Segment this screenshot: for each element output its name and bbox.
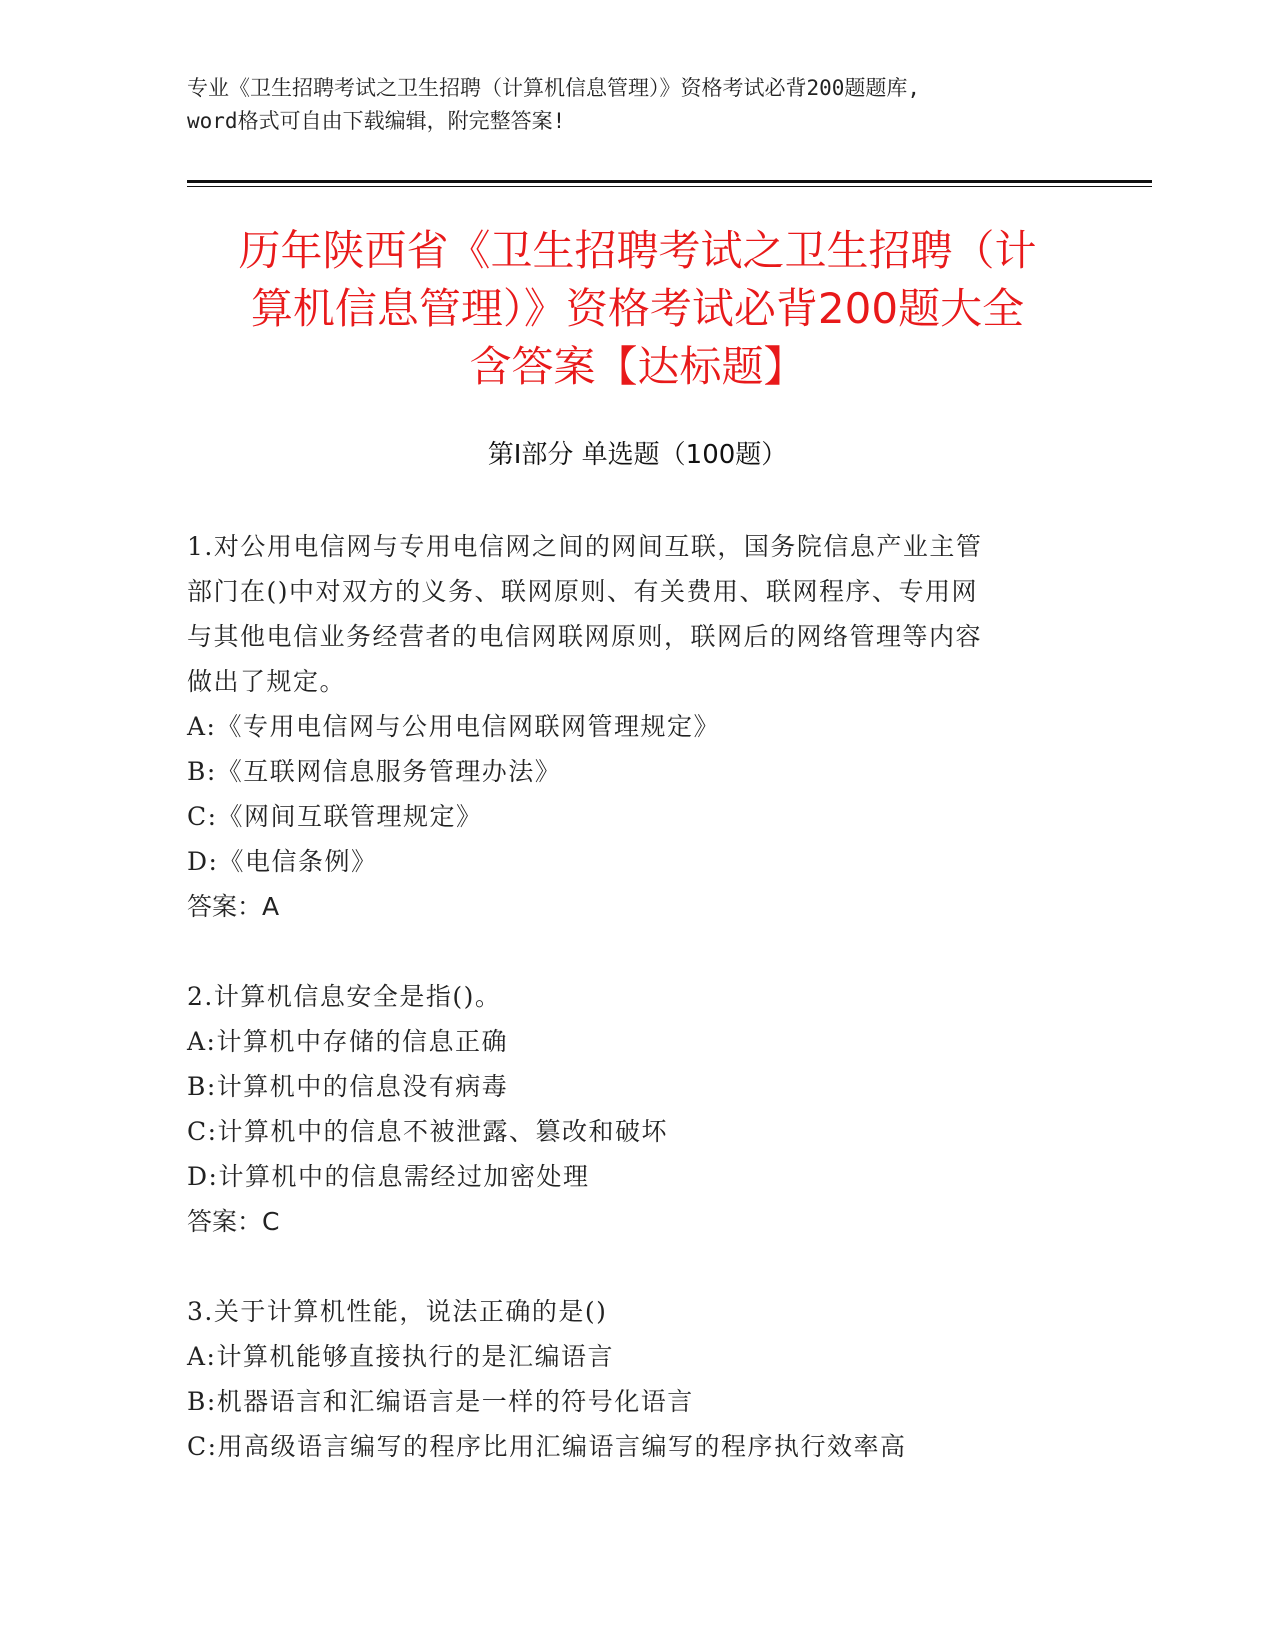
question-1 [187,524,1067,929]
answer: 答案：C [187,1207,280,1236]
title-line: 含答案【达标题】 [469,342,806,391]
question-list [187,524,1067,1469]
option-b: B:《互联网信息服务管理办法》 [187,757,562,786]
question-stem-line: 部门在()中对双方的义务、联网原则、有关费用、联网程序、专用网 [187,577,979,606]
option-c: C:计算机中的信息不被泄露、篡改和破坏 [187,1117,669,1146]
header-note-line: 专业《卫生招聘考试之卫生招聘（计算机信息管理）》资格考试必背200题题库, [187,76,921,100]
title-line: 历年陕西省《卫生招聘考试之卫生招聘（计 [238,226,1037,275]
question-stem-line: 与其他电信业务经营者的电信网联网原则，联网后的网络管理等内容 [187,622,983,651]
document-title [190,222,1085,396]
question-2 [187,974,1067,1244]
option-b: B:计算机中的信息没有病毒 [187,1072,509,1101]
header-note [187,72,1087,138]
answer: 答案：A [187,892,280,921]
question-stem-line: 3.关于计算机性能，说法正确的是() [187,1297,608,1326]
option-c: C:《网间互联管理规定》 [187,802,483,831]
question-stem-line: 1.对公用电信网与专用电信网之间的网间互联，国务院信息产业主管 [187,532,983,561]
question-stem-line: 2.计算机信息安全是指()。 [187,982,502,1011]
option-b: B:机器语言和汇编语言是一样的符号化语言 [187,1387,694,1416]
option-c: C:用高级语言编写的程序比用汇编语言编写的程序执行效率高 [187,1432,907,1461]
spacer [187,1244,1067,1289]
option-d: D:计算机中的信息需经过加密处理 [187,1162,590,1191]
option-a: A:计算机能够直接执行的是汇编语言 [187,1342,614,1371]
header-divider-thin [187,186,1152,187]
title-line: 算机信息管理）》资格考试必背200题大全 [250,284,1025,333]
spacer [187,929,1067,974]
option-d: D:《电信条例》 [187,847,378,876]
question-3 [187,1289,1067,1469]
option-a: A:《专用电信网与公用电信网联网管理规定》 [187,712,720,741]
header-divider-thick [187,180,1152,183]
header-note-line: word格式可自由下载编辑，附完整答案! [187,109,566,133]
option-a: A:计算机中存储的信息正确 [187,1027,508,1056]
section-heading: 第I部分 单选题（100题） [487,440,788,470]
question-stem-line: 做出了规定。 [187,667,347,696]
